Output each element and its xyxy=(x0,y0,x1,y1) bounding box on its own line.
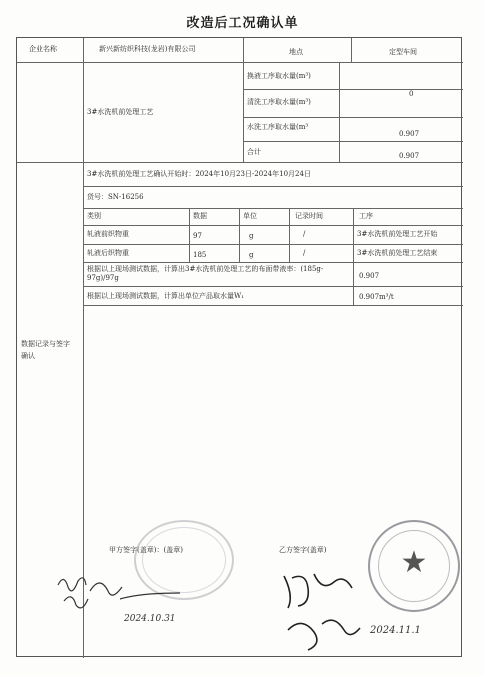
row-divider xyxy=(83,305,463,306)
party-a-signature-label: 甲方签字(盖章)：(盖章) xyxy=(109,546,183,554)
record-cell: 3#水洗机前处理工艺结束 xyxy=(357,249,438,257)
company-name: 新兴新纺织科技(龙岩)有限公司 xyxy=(99,45,196,53)
record-cell: g xyxy=(249,251,254,259)
company-label: 企业名称 xyxy=(29,45,57,53)
column-header: 记录时间 xyxy=(295,212,323,220)
party-b-company-seal xyxy=(368,520,460,612)
column-header: 工序 xyxy=(359,212,373,220)
record-cell: / xyxy=(303,230,306,238)
column-header: 单位 xyxy=(243,212,257,220)
process-name: 3#水洗机前处理工艺 xyxy=(87,108,154,116)
process-row-label: 清洗工序取水量(m³) xyxy=(247,98,311,106)
process-row-value: 0 xyxy=(409,90,414,98)
col-divider xyxy=(353,208,354,305)
row-divider xyxy=(83,286,463,287)
process-row-value: 0.907 xyxy=(399,130,420,138)
party-b-date: 2024.11.1 xyxy=(370,625,421,636)
row-divider xyxy=(83,225,463,226)
column-header: 数据 xyxy=(193,212,207,220)
col-divider xyxy=(289,208,290,262)
records-section-label: 数据记录与签字确认 xyxy=(21,340,70,360)
row-divider xyxy=(83,262,463,263)
record-cell: 轧液后织物重 xyxy=(87,249,129,257)
record-cell: / xyxy=(303,249,306,257)
record-cell: g xyxy=(249,232,254,240)
row-divider xyxy=(243,89,463,90)
party-a-handwritten-signature xyxy=(50,565,200,635)
row-divider xyxy=(243,141,463,142)
record-cell: 轧液前织物重 xyxy=(87,230,129,238)
calculation-value: 0.907m³/t xyxy=(359,293,394,301)
row-divider xyxy=(83,186,463,187)
party-a-date: 2024.10.31 xyxy=(124,614,176,624)
record-cell: 97 xyxy=(193,232,202,240)
row-divider xyxy=(83,208,463,209)
col-divider xyxy=(189,208,190,262)
calculation-value: 0.907 xyxy=(359,272,380,280)
calculation-text: 根据以上现场测试数据，计算出3#水洗机前处理工艺的布面带液率：(185g-97g)/97g xyxy=(87,265,324,282)
record-cell: 185 xyxy=(193,251,207,259)
row-divider xyxy=(83,244,463,245)
process-row-label: 换液工序取水量(m³) xyxy=(247,72,311,80)
confirm-period: 3#水洗机前处理工艺确认开始时：2024年10月23日-2024年10月24日 xyxy=(87,170,311,178)
col-divider xyxy=(239,208,240,262)
col-divider xyxy=(351,38,352,62)
location-label: 地点 xyxy=(289,48,303,56)
col-divider xyxy=(339,62,340,162)
star-icon: ★ xyxy=(400,545,428,580)
process-row-label: 合计 xyxy=(247,148,261,156)
process-row-label: 水洗工序取水量(m³ xyxy=(247,123,309,131)
process-row-value: 0.907 xyxy=(399,152,420,160)
party-b-signature-label: 乙方签字(盖章) xyxy=(279,546,327,554)
col-divider xyxy=(243,38,244,162)
row-divider xyxy=(243,117,463,118)
party-b-handwritten-signature xyxy=(278,568,378,658)
column-header: 类别 xyxy=(87,212,101,220)
location-value: 定型车间 xyxy=(389,48,417,56)
record-cell: 3#水洗机前处理工艺开始 xyxy=(357,230,438,238)
article-number: 货号：SN-16256 xyxy=(87,193,144,201)
document-title: 改造后工况确认单 xyxy=(186,16,299,31)
calculation-text: 根据以上现场测试数据，计算出单位产品取水量W₁ xyxy=(87,292,245,300)
